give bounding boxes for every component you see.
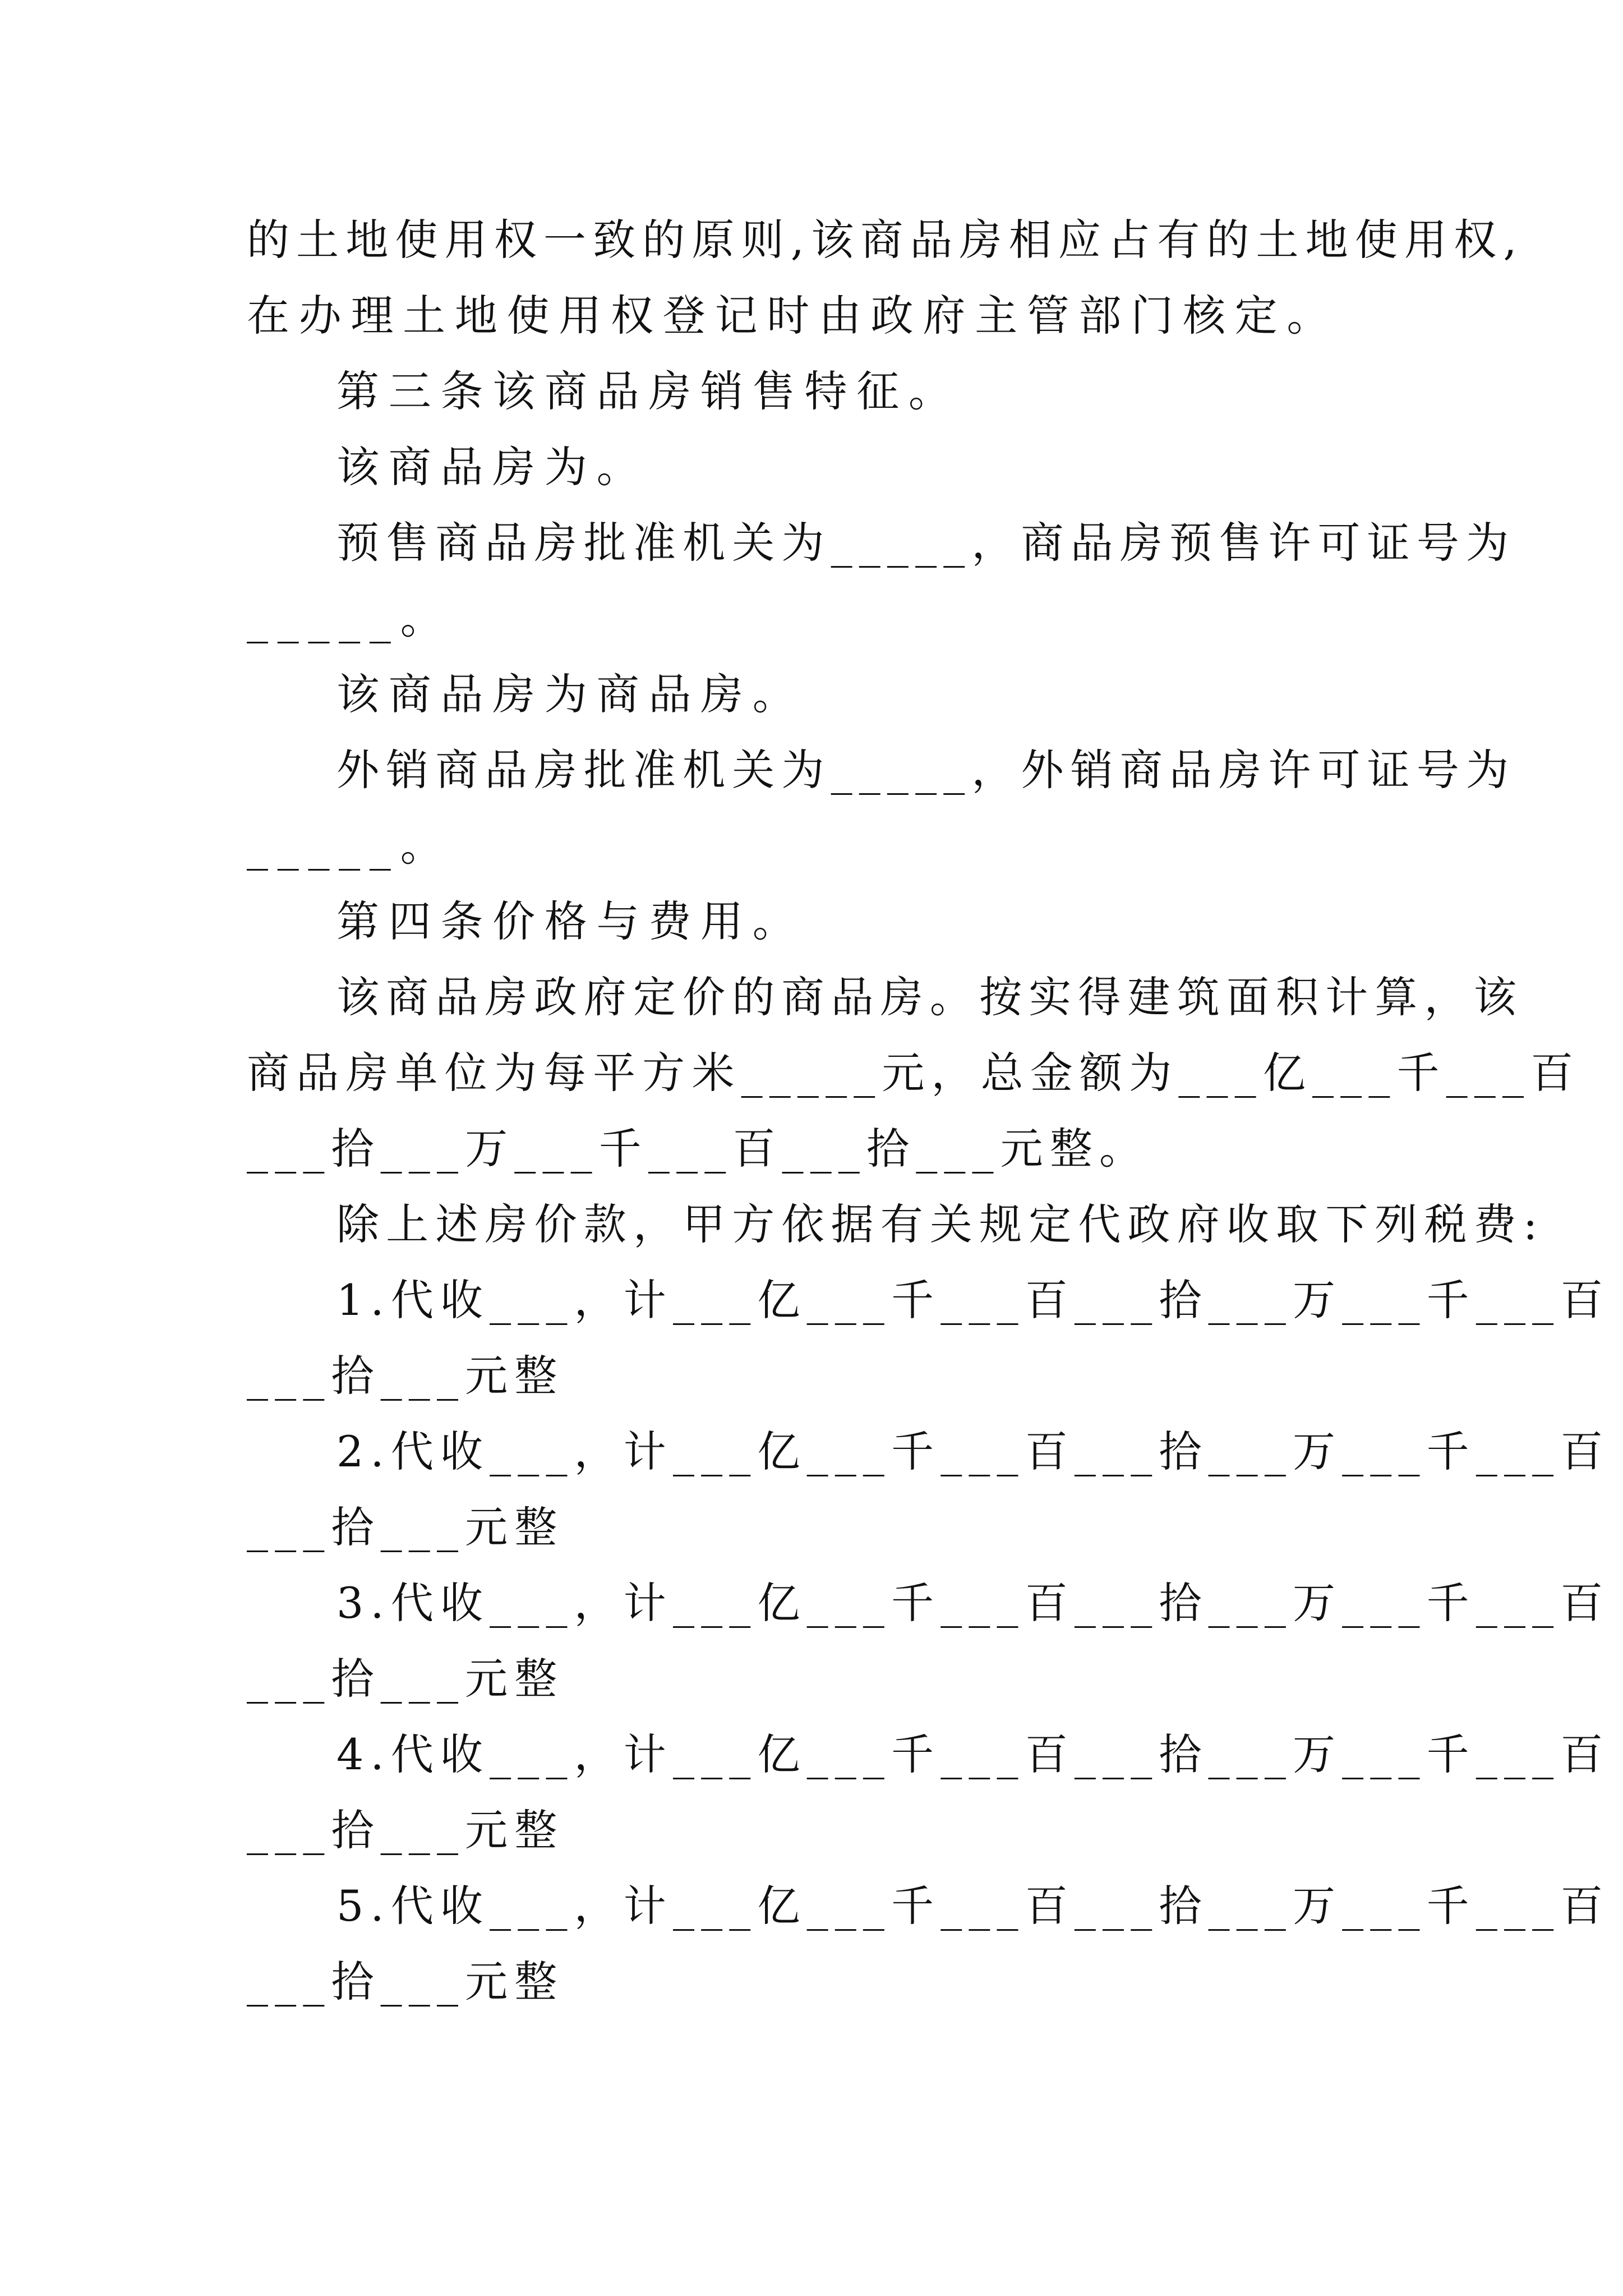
paragraph-line: 在办理土地使用权登记时由政府主管部门核定。 (247, 291, 1339, 341)
list-item: 4.代收___，计___亿___千___百___拾___万___千___百 (336, 1729, 1610, 1779)
paragraph-line: ___拾___万___千___百___拾___元整。 (247, 1124, 1149, 1174)
article-heading: 第四条价格与费用。 (336, 896, 805, 946)
list-item-continuation: ___拾___元整 (247, 1654, 564, 1704)
paragraph-line: _____。 (247, 821, 453, 871)
list-item: 3.代收___，计___亿___千___百___拾___万___千___百 (336, 1578, 1610, 1628)
list-item-continuation: ___拾___元整 (247, 1957, 564, 2007)
paragraph-line: _____。 (247, 593, 453, 643)
paragraph-line: 预售商品房批准机关为_____，商品房预售许可证号为 (336, 518, 1516, 568)
article-heading: 第三条该商品房销售特征。 (336, 366, 961, 416)
list-item-continuation: ___拾___元整 (247, 1351, 564, 1401)
list-item: 1.代收___，计___亿___千___百___拾___万___千___百 (336, 1275, 1610, 1325)
paragraph-line: 除上述房价款，甲方依据有关规定代政府收取下列税费: (336, 1199, 1544, 1249)
paragraph-line: 该商品房为。 (336, 442, 649, 492)
paragraph-line: 该商品房为商品房。 (336, 669, 805, 719)
paragraph-line: 商品房单位为每平方米_____元，总金额为___亿___千___百 (247, 1048, 1580, 1098)
document-page (247, 202, 1610, 2019)
list-item: 2.代收___，计___亿___千___百___拾___万___千___百 (336, 1427, 1610, 1476)
list-item: 5.代收___，计___亿___千___百___拾___万___千___百 (336, 1881, 1610, 1931)
paragraph-line: 该商品房政府定价的商品房。按实得建筑面积计算，该 (336, 972, 1523, 1022)
list-item-continuation: ___拾___元整 (247, 1502, 564, 1552)
paragraph-line: 的土地使用权一致的原则,该商品房相应占有的土地使用权, (247, 215, 1524, 265)
list-item-continuation: ___拾___元整 (247, 1805, 564, 1855)
paragraph-line: 外销商品房批准机关为_____，外销商品房许可证号为 (336, 745, 1516, 795)
